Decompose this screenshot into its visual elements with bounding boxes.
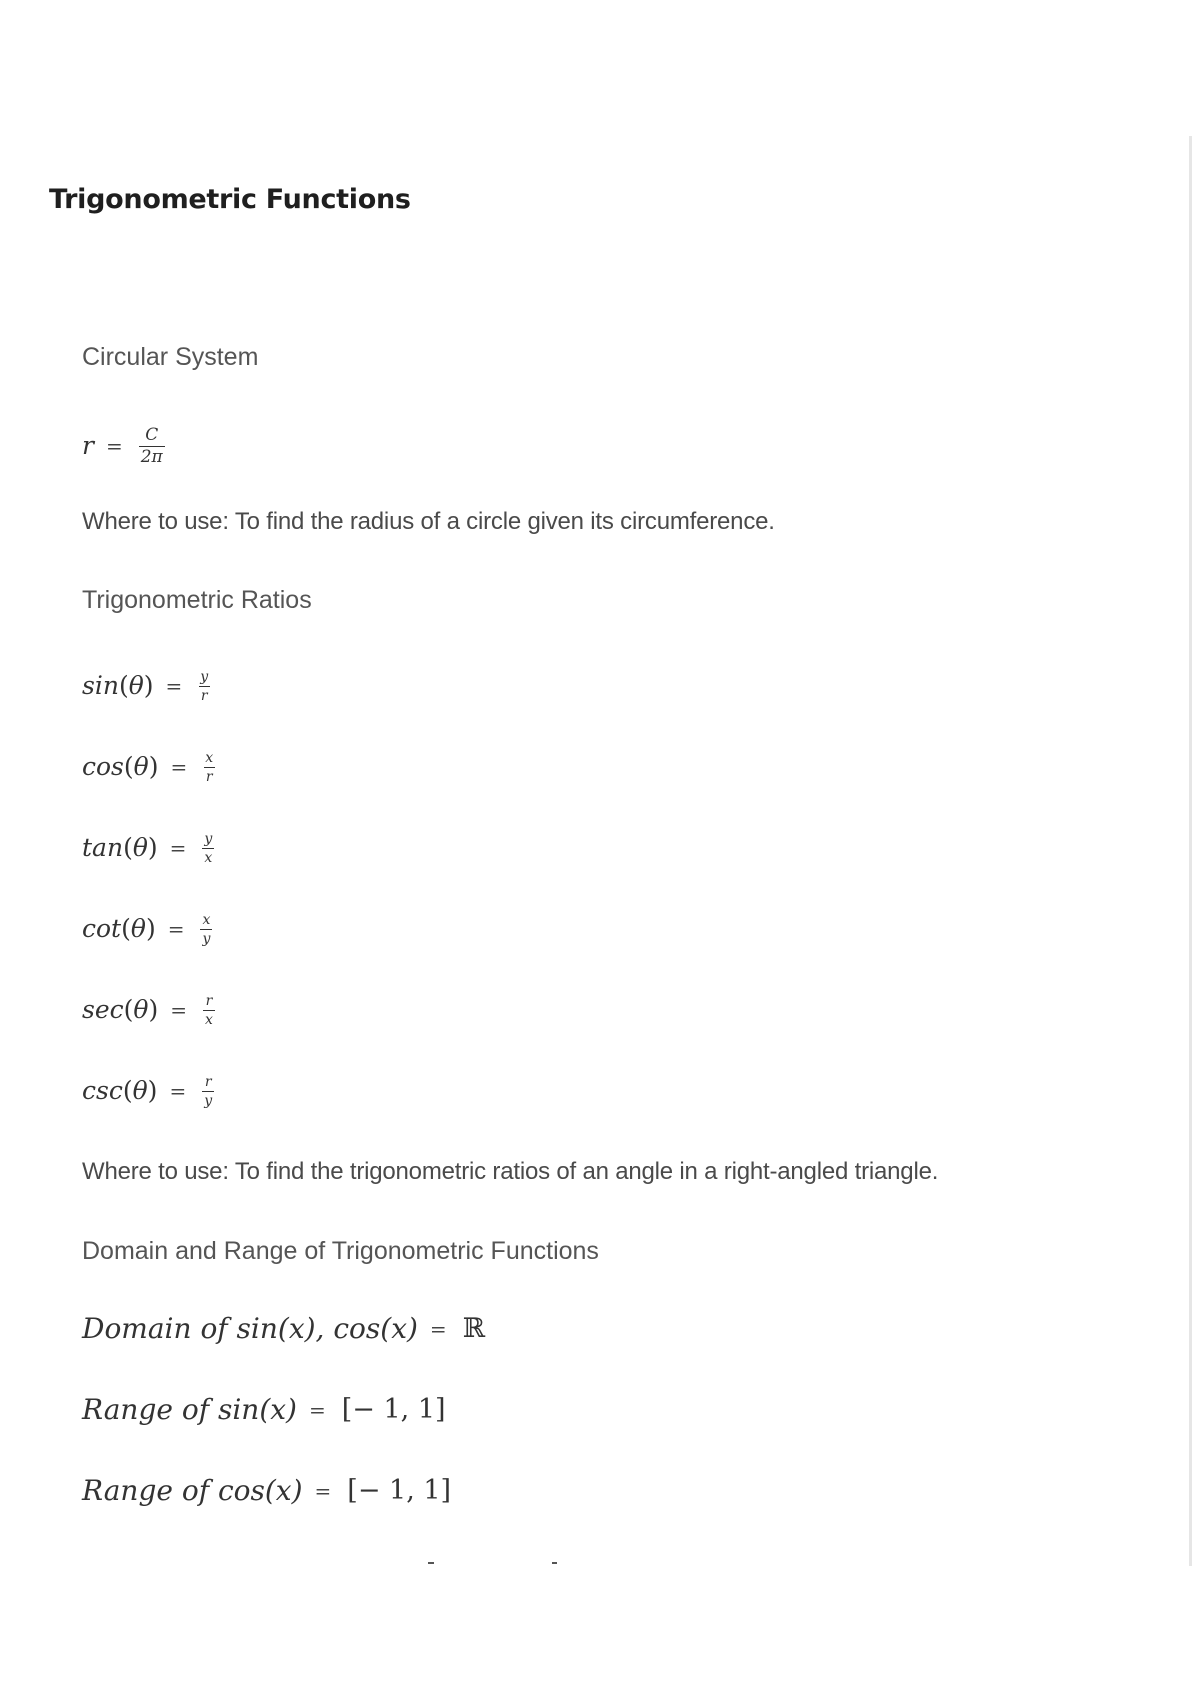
close-paren: ) xyxy=(147,1076,158,1105)
open-paren: ( xyxy=(118,671,129,700)
angle-symbol: θ xyxy=(133,752,149,781)
note-circular: Where to use: To find the radius of a circle given its circumference. xyxy=(82,508,775,535)
close-paren: ) xyxy=(147,833,158,862)
numerator: r xyxy=(204,1074,212,1090)
ratio-lhs xyxy=(82,914,156,943)
angle-symbol: θ xyxy=(128,671,144,700)
ratio-lhs xyxy=(82,671,154,700)
fraction xyxy=(200,913,212,946)
fraction xyxy=(203,994,215,1027)
function-name: tan xyxy=(82,833,124,862)
denominator: y xyxy=(202,931,211,947)
denominator: x xyxy=(205,1012,213,1028)
equals-sign: = xyxy=(169,835,187,860)
page-title: Trigonometric Functions xyxy=(49,184,411,215)
ratio-lhs xyxy=(82,752,158,781)
equals-sign: = xyxy=(167,916,185,941)
function-name: cot xyxy=(82,914,122,943)
equals-sign: = xyxy=(165,673,183,698)
cut-off-mark xyxy=(552,1562,557,1564)
equals-sign: = xyxy=(314,1478,332,1503)
note-ratios: Where to use: To find the trigonometric ratios of an angle in a right-angled triangle. xyxy=(82,1158,939,1185)
open-paren: ( xyxy=(122,1076,133,1105)
function-name: csc xyxy=(82,1076,123,1105)
cut-off-mark xyxy=(428,1562,434,1564)
section-heading-domain-range: Domain and Range of Trigonometric Functions xyxy=(82,1237,599,1265)
denominator: 2π xyxy=(140,447,163,467)
function-name: cos xyxy=(82,752,124,781)
angle-symbol: θ xyxy=(132,1076,148,1105)
angle-symbol: θ xyxy=(130,914,146,943)
numerator: y xyxy=(200,669,209,685)
domain-lhs: Domain of sin(x), cos(x) xyxy=(82,1312,418,1345)
fraction xyxy=(139,427,165,466)
open-paren: ( xyxy=(123,995,134,1024)
angle-symbol: θ xyxy=(133,995,149,1024)
equals-sign: = xyxy=(429,1316,447,1341)
ratio-formula-sec xyxy=(82,992,215,1027)
equals-sign: = xyxy=(170,997,187,1022)
domain-rhs: ℝ xyxy=(462,1313,486,1344)
ratio-lhs xyxy=(82,1076,157,1105)
section-heading-ratios: Trigonometric Ratios xyxy=(82,586,312,614)
numerator: x xyxy=(202,912,211,928)
function-name: sec xyxy=(82,995,124,1024)
close-paren: ) xyxy=(143,671,154,700)
equals-sign: = xyxy=(170,754,188,779)
range-cos-rhs: [− 1, 1] xyxy=(347,1475,452,1506)
range-sin-line xyxy=(82,1393,446,1426)
denominator: y xyxy=(204,1093,213,1109)
range-sin-rhs: [− 1, 1] xyxy=(341,1394,446,1425)
open-paren: ( xyxy=(121,914,131,943)
ratio-formula-csc xyxy=(82,1073,214,1108)
ratio-formula-sin xyxy=(82,668,210,703)
ratio-formula-tan xyxy=(82,830,214,865)
angle-symbol: θ xyxy=(132,833,148,862)
denominator: r xyxy=(205,769,213,785)
close-paren: ) xyxy=(145,914,156,943)
equals-sign: = xyxy=(308,1397,326,1422)
numerator: C xyxy=(145,425,159,445)
formula-lhs: r xyxy=(82,431,94,460)
open-paren: ( xyxy=(123,752,134,781)
section-heading-circular: Circular System xyxy=(82,343,259,371)
close-paren: ) xyxy=(148,995,159,1024)
ratio-formula-cos xyxy=(82,749,215,784)
fraction xyxy=(198,670,210,703)
numerator: x xyxy=(205,750,214,766)
formula-radius xyxy=(82,425,165,466)
open-paren: ( xyxy=(123,833,133,862)
range-cos-line xyxy=(82,1474,451,1507)
numerator: r xyxy=(205,993,213,1009)
fraction xyxy=(202,832,214,865)
ratio-formula-cot xyxy=(82,911,212,946)
range-cos-lhs: Range of cos(x) xyxy=(82,1474,303,1507)
close-paren: ) xyxy=(148,752,159,781)
domain-line xyxy=(82,1312,485,1345)
denominator: x xyxy=(204,850,213,866)
fraction xyxy=(203,751,215,784)
equals-sign: = xyxy=(105,433,123,458)
function-name: sin xyxy=(82,671,119,700)
right-margin-rule xyxy=(1189,136,1192,1566)
numerator: y xyxy=(204,831,213,847)
denominator: r xyxy=(200,688,208,704)
ratio-lhs xyxy=(82,833,158,862)
ratio-lhs xyxy=(82,995,158,1024)
fraction xyxy=(202,1075,214,1108)
range-sin-lhs: Range of sin(x) xyxy=(82,1393,297,1426)
equals-sign: = xyxy=(169,1078,187,1103)
